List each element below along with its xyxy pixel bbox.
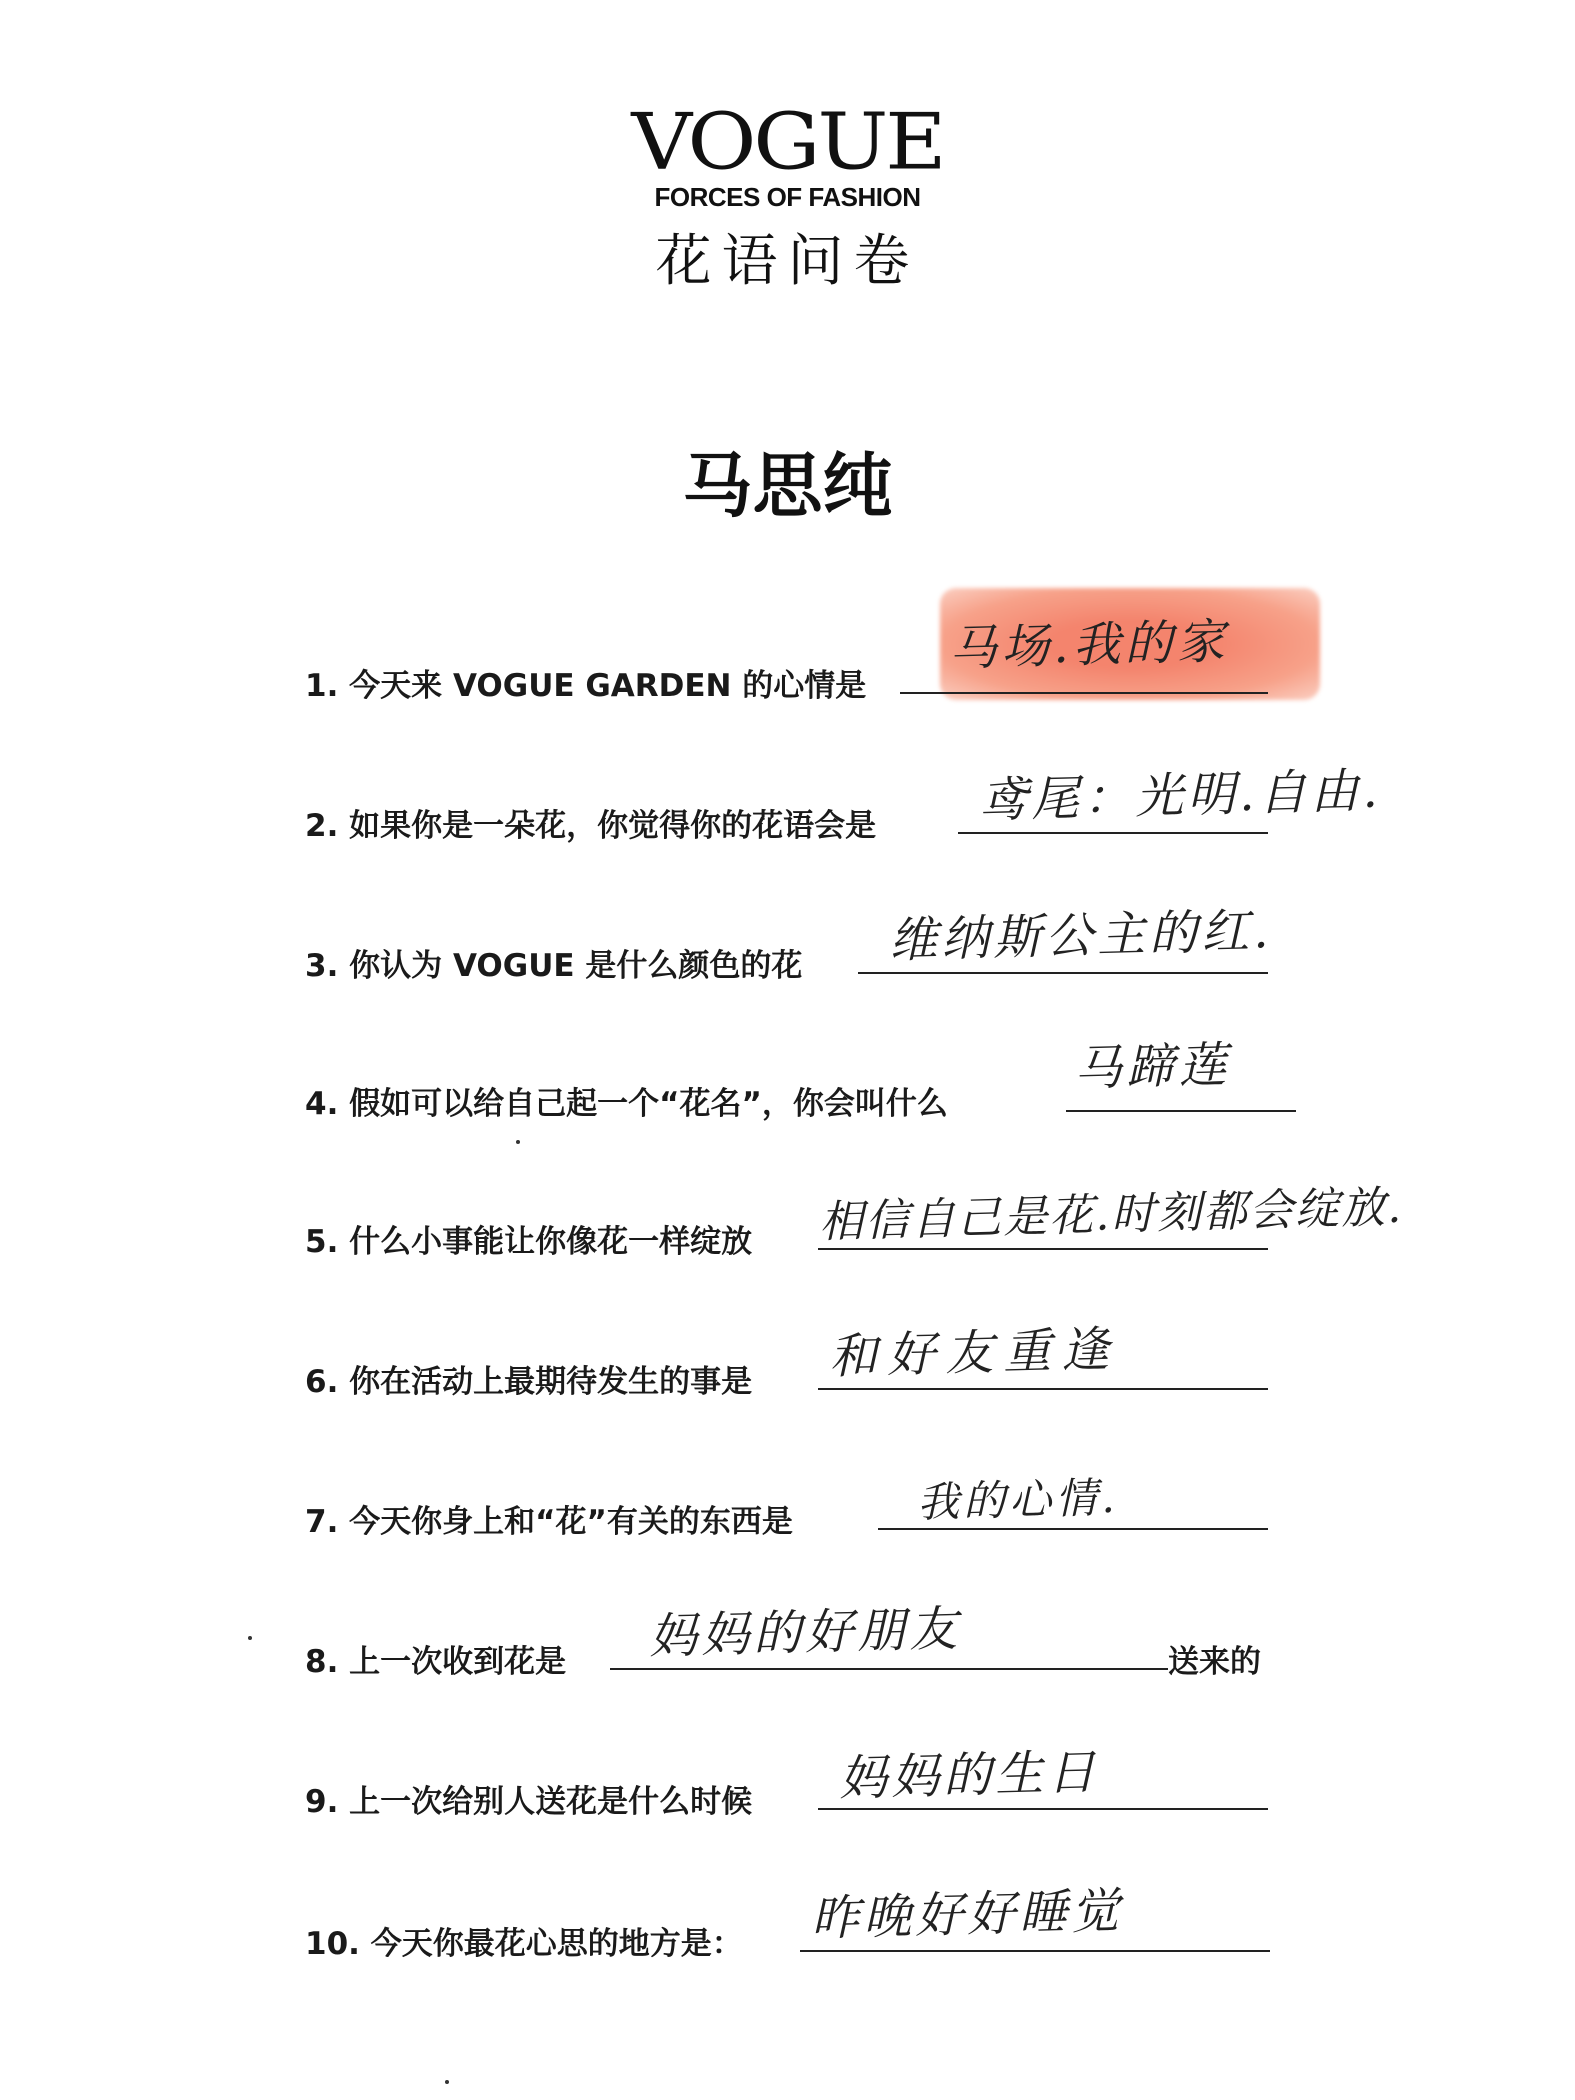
- question-prompt: 上一次收到花是: [349, 1644, 567, 1680]
- question-number: 3.: [305, 948, 339, 984]
- question-9: [305, 1776, 752, 1821]
- answer-line-1: [900, 692, 1268, 694]
- question-number: 8.: [305, 1644, 339, 1680]
- question-prompt: 你在活动上最期待发生的事是: [349, 1364, 753, 1400]
- answer-line-9: [818, 1808, 1268, 1810]
- question-number: 2.: [305, 808, 339, 844]
- question-number: 4.: [305, 1086, 339, 1122]
- question-number: 6.: [305, 1364, 339, 1400]
- question-number: 9.: [305, 1784, 339, 1820]
- question-6: [305, 1356, 752, 1401]
- form-title: 花语问卷: [655, 229, 920, 294]
- ink-dot: [516, 1140, 520, 1144]
- answer-3: 维纳斯公主的红.: [888, 902, 1274, 970]
- question-7: [305, 1496, 793, 1541]
- question-prompt: 今天你身上和“花”有关的东西是: [349, 1504, 793, 1540]
- answer-8: 妈妈的好朋友: [648, 1600, 962, 1666]
- question-10: [305, 1918, 743, 1963]
- question-5: [305, 1216, 752, 1261]
- question-prompt: 今天来 VOGUE GARDEN 的心情是: [349, 668, 867, 704]
- answer-line-2: [958, 832, 1268, 834]
- answer-6: 和好友重逢: [828, 1321, 1120, 1386]
- ink-dot: [445, 2080, 449, 2084]
- vogue-logo: VOGUE: [631, 96, 944, 188]
- question-3: [305, 940, 802, 985]
- answer-line-5: [818, 1248, 1268, 1250]
- question-prompt: 上一次给别人送花是什么时候: [349, 1784, 753, 1820]
- question-2: [305, 800, 876, 845]
- question-4: [305, 1078, 948, 1123]
- answer-10: 昨晚好好睡觉: [810, 1882, 1124, 1948]
- question-prompt: 假如可以给自己起一个“花名”，你会叫什么: [349, 1086, 948, 1122]
- header: [0, 96, 1575, 297]
- ink-dot: [248, 1636, 252, 1640]
- answer-line-4: [1066, 1110, 1296, 1112]
- logo-subtitle: FORCES OF FASHION: [654, 182, 921, 212]
- answer-line-8: [610, 1668, 1168, 1670]
- answer-line-3: [858, 972, 1268, 974]
- answer-line-10: [800, 1950, 1270, 1952]
- answer-line-6: [818, 1388, 1268, 1390]
- question-prompt: 如果你是一朵花，你觉得你的花语会是: [349, 808, 877, 844]
- question-8: [305, 1636, 566, 1681]
- question-prompt: 今天你最花心思的地方是：: [370, 1926, 743, 1962]
- question-number: 10.: [305, 1926, 360, 1962]
- question-number: 1.: [305, 668, 339, 704]
- answer-1: 马场.我的家: [948, 613, 1230, 678]
- answer-4: 马蹄莲: [1073, 1036, 1231, 1098]
- answer-7: 我的心情.: [916, 1472, 1120, 1528]
- question-8-suffix: 送来的: [1168, 1644, 1261, 1680]
- answer-2: 鸢尾：光明.自由.: [978, 762, 1383, 830]
- question-1: [305, 660, 866, 705]
- question-number: 7.: [305, 1504, 339, 1540]
- question-number: 5.: [305, 1224, 339, 1260]
- person-name: 马思纯: [682, 444, 893, 527]
- answer-5: 相信自己是花.时刻都会绽放.: [818, 1181, 1404, 1249]
- question-prompt: 什么小事能让你像花一样绽放: [349, 1224, 753, 1260]
- answer-9: 妈妈的生日: [838, 1744, 1100, 1808]
- question-prompt: 你认为 VOGUE 是什么颜色的花: [349, 948, 803, 984]
